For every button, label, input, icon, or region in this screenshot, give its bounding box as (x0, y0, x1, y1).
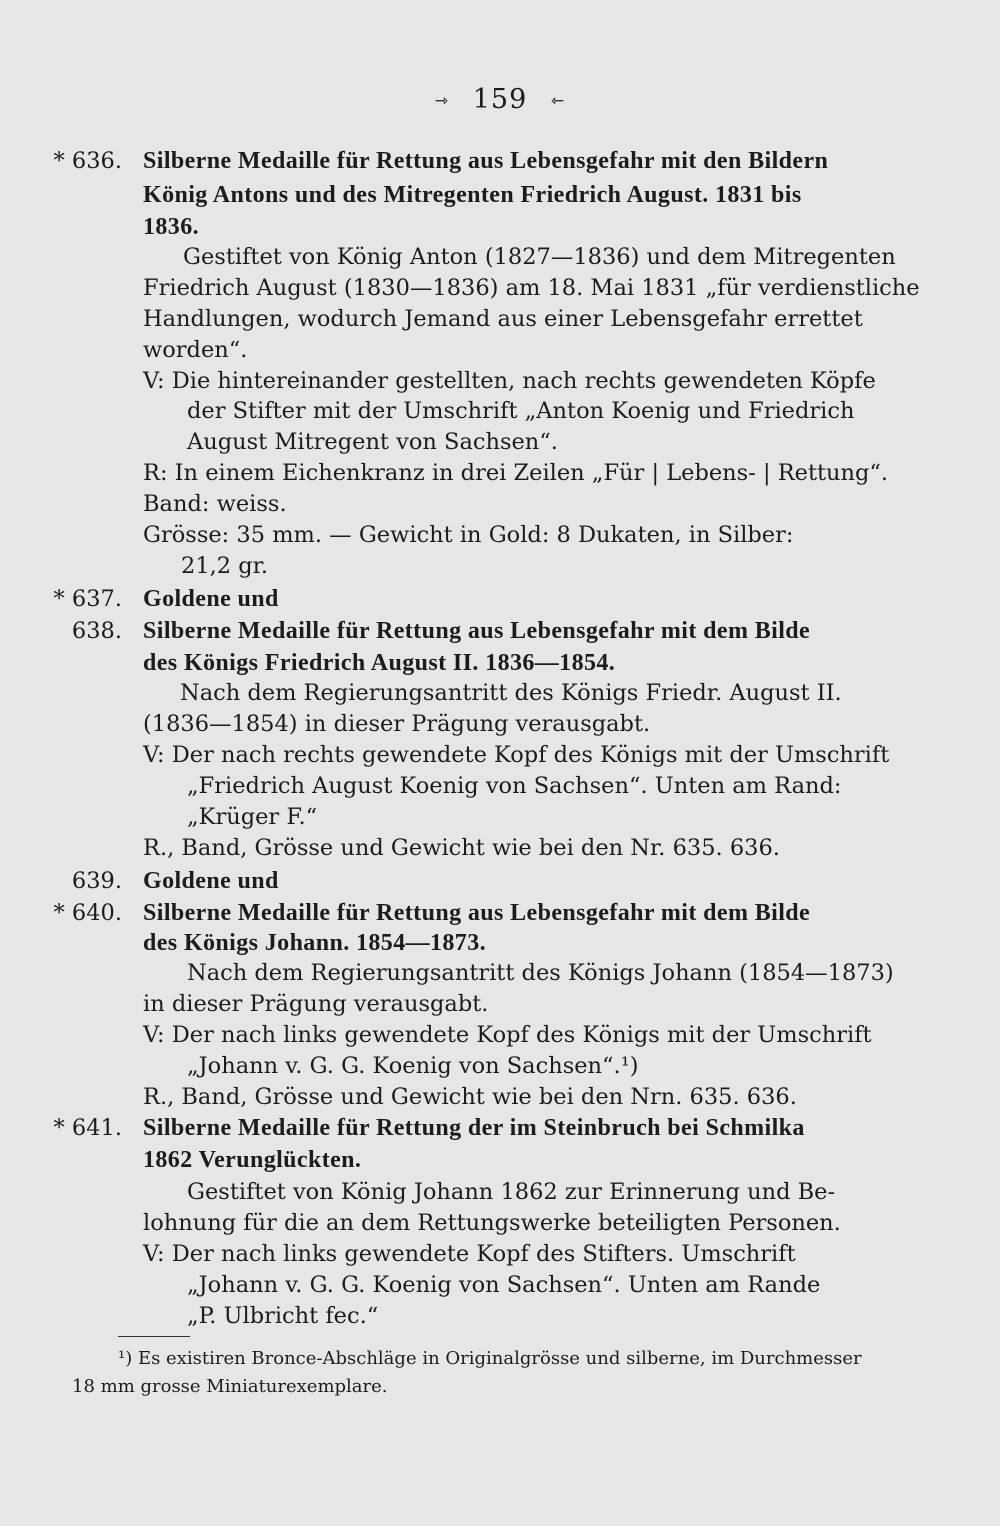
entry-body-text: „Johann v. G. G. Koenig von Sachsen“. Unten am Rande (187, 1272, 821, 1298)
entry-body-text: V: Der nach links gewendete Kopf des Stifters. Umschrift (143, 1241, 796, 1267)
entry-body-text: „Krüger F.“ (187, 804, 318, 830)
entry-body-text: V: Die hintereinander gestellten, nach rechts gewendeten Köpfe (143, 368, 876, 394)
entry-body-text: Gestiftet von König Johann 1862 zur Erinnerung und Be- (187, 1179, 836, 1205)
entry-number: * 641. (53, 1115, 122, 1141)
entry-body-text: Nach dem Regierungsantritt des Königs Friedr. August II. (180, 680, 842, 706)
entry-body-text: R: In einem Eichenkranz in drei Zeilen „Für | Lebens- | Rettung“. (143, 460, 889, 486)
entry-title: Silberne Medaille für Rettung aus Lebensgefahr mit den Bildern (143, 148, 829, 174)
entry-number: * 636. (53, 148, 122, 174)
entry-title: König Antons und des Mitregenten Friedrich August. 1831 bis (143, 182, 802, 208)
entry-title: des Königs Johann. 1854—1873. (143, 930, 487, 956)
entry-body-text: in dieser Prägung verausgabt. (143, 991, 489, 1017)
entry-body-text: Band: weiss. (143, 491, 287, 517)
entry-number: 638. (71, 618, 122, 644)
entry-body-text: lohnung für die an dem Rettungswerke beteiligten Personen. (143, 1210, 841, 1236)
entry-body-text: Nach dem Regierungsantritt des Königs Johann (1854—1873) (187, 960, 894, 986)
entry-body-text: der Stifter mit der Umschrift „Anton Koenig und Friedrich (187, 398, 855, 424)
entry-title: Silberne Medaille für Rettung der im Steinbruch bei Schmilka (143, 1115, 805, 1141)
entry-body-text: V: Der nach links gewendete Kopf des Königs mit der Umschrift (143, 1022, 872, 1048)
entry-title: 1862 Verunglückten. (143, 1147, 362, 1173)
entry-title: Goldene und (143, 586, 279, 612)
entry-body-text: Friedrich August (1830—1836) am 18. Mai 1831 „für verdienstliche (143, 275, 920, 301)
entry-number: * 637. (53, 586, 122, 612)
page-header (0, 84, 1000, 115)
entry-body-text: V: Der nach rechts gewendete Kopf des Königs mit der Umschrift (143, 742, 890, 768)
page-number: 159 (472, 84, 528, 115)
entry-body-text: 21,2 gr. (181, 553, 269, 579)
entry-body-text: „Friedrich August Koenig von Sachsen“. Unten am Rand: (187, 773, 842, 799)
footnote-text: 18 mm grosse Miniaturexemplare. (72, 1376, 388, 1397)
entry-title: 1836. (143, 214, 199, 240)
entry-body-text: „P. Ulbricht fec.“ (187, 1303, 379, 1329)
entry-title: Silberne Medaille für Rettung aus Lebensgefahr mit dem Bilde (143, 618, 811, 644)
entry-body-text: „Johann v. G. G. Koenig von Sachsen“.¹) (187, 1053, 639, 1079)
footnote-divider (118, 1336, 190, 1337)
entry-body-text: R., Band, Grösse und Gewicht wie bei den Nrn. 635. 636. (143, 1084, 797, 1110)
entry-number: * 640. (53, 900, 122, 926)
entry-body-text: Grösse: 35 mm. — Gewicht in Gold: 8 Dukaten, in Silber: (143, 522, 794, 548)
entry-title: Silberne Medaille für Rettung aus Lebensgefahr mit dem Bilde (143, 900, 811, 926)
entry-number: 639. (71, 868, 122, 894)
entry-body-text: worden“. (143, 337, 248, 363)
ornament-left-icon: ⇾ (434, 91, 450, 110)
entry-body-text: August Mitregent von Sachsen“. (187, 429, 558, 455)
entry-body-text: Handlungen, wodurch Jemand aus einer Lebensgefahr errettet (143, 306, 863, 332)
entry-title: Goldene und (143, 868, 279, 894)
entry-body-text: Gestiftet von König Anton (1827—1836) und dem Mitregenten (183, 244, 896, 270)
ornament-right-icon: ⇽ (550, 91, 566, 110)
entry-title: des Königs Friedrich August II. 1836—1854. (143, 650, 616, 676)
entry-body-text: (1836—1854) in dieser Prägung verausgabt. (143, 711, 651, 737)
footnote-text: ¹) Es existiren Bronce-Abschläge in Originalgrösse und silberne, im Durchmesser (118, 1348, 862, 1369)
entry-body-text: R., Band, Grösse und Gewicht wie bei den Nr. 635. 636. (143, 835, 780, 861)
